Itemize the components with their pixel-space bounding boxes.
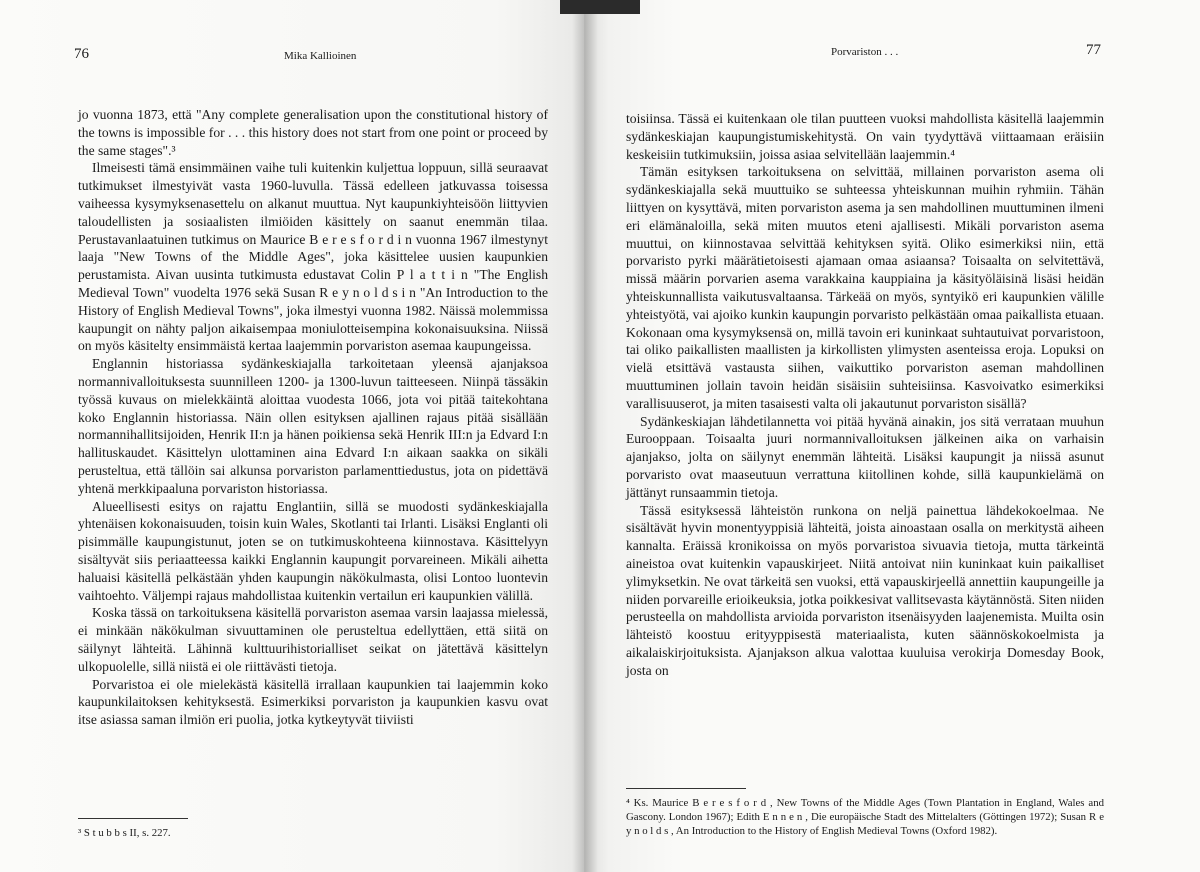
footnote: ⁴ Ks. Maurice B e r e s f o r d , New Towns of the Middle Ages (Town Plantation in England, Wales and Gascony. London 1967); Edith E n n e n , Die europäische Stadt des Mittelalters (Göttingen 1972); Susan R e y n o l d s , An Introduction to the History of English Medieval Towns (Oxford 1982). bbox=[626, 797, 1104, 837]
running-head: Porvariston . . . bbox=[831, 46, 899, 58]
footnote-rule bbox=[78, 818, 188, 819]
paragraph: Sydänkeskiajan lähdetilannetta voi pitää hyvänä ainakin, jos sitä verrataan muuhun Eurooppaan. Toisaalta juuri normannivalloituksen jälkeinen aika on varhaisin ajanjakso, jolta on säilynyt enemmän lähteitä. Lisäksi kaupungit ja niissä asunut porvaristo ovat maaseutuun verrattuna kiitollinen kohde, sillä kaupunkielämä on jättänyt runsaammin tietoja. bbox=[626, 413, 1104, 500]
right-page bbox=[584, 0, 1200, 872]
book-gutter bbox=[572, 0, 598, 872]
body-text bbox=[626, 110, 1104, 680]
paragraph: Porvaristoa ei ole mielekästä käsitellä irrallaan kaupunkien tai laajemmin koko kaupunkilaitoksen kehityksestä. Esimerkiksi porvariston ja kaupunkien kasvu ovat itse asiassa saman ilmiön eri puolia, jotka kytkeytyvät tiiviisti bbox=[78, 676, 548, 728]
paragraph: Englannin historiassa sydänkeskiajalla tarkoitetaan yleensä ajanjaksoa normannivalloituksesta suunnilleen 1200- ja 1300-luvun taitteeseen. Niinpä tässäkin työssä kuvaus on mielekkäintä aloittaa vuodesta 1066, jota voi pitää taitekohtana koko Englannin historiassa. Näin ollen esityksen ajallinen rajaus pitää sisällään normannihallitsijoiden, Henrik II:n ja hänen poikiensa sekä Henrik III:n ja Edvard I:n hallituskaudet. Käsittelyn ulottaminen aina Edvard I:n aikaan saakka on sikäli perusteltua, että tällöin sai alkunsa porvariston parlamenttiedustus, jota on pidettävä yhtenä merkkipaaluna porvariston historiassa. bbox=[78, 356, 548, 496]
paragraph: Alueellisesti esitys on rajattu Englantiin, sillä se muodosti sydänkeskiajalla yhtenäisen kokonaisuuden, toisin kuin Wales, Skotlanti tai Irlanti. Lisäksi Englanti oli pisimmälle kaupungistunut, joten se on tutkimuskohteena kiinnostava. Käsittelyyn sisältyvät siis periaatteessa kaikki Englannin kaupungit porvareineen. Mikäli aihetta haluaisi käsitellä pelkästään yhden kaupungin näkökulmasta, olisi Lontoo luontevin vaihtoehto. Väljempi rajaus mahdollistaa kuitenkin vertailun eri kaupunkien välillä. bbox=[78, 498, 548, 603]
paragraph: Tässä esityksessä lähteistön runkona on neljä painettua lähdekokoelmaa. Ne sisältävät hyvin monentyyppisiä lähteitä, joista ainoastaan osalla on merkitystä aiheen kannalta. Eräissä kronikoissa on myös porvaristoa sivuavia tietoja, mutta tärkeintä aineistoa ovat kuitenkin vapauskirjeet. Niitä antoivat niin kuninkaat kuin paikalliset ylimyksetkin. Ne ovat tärkeitä sen vuoksi, että vapauskirjeellä annettiin kaupungeille ja niiden porvareille erioikeuksia, jotka poikkesivat vallitsevasta käytännöstä. Siten niiden perusteella on mahdollista arvioida porvariston itsenäisyyden laajenemista. Muilta osin lähteistö koostuu erityyppisestä materiaalista, kuten säännöskokoelmista ja aikalaiskirjoituksista. Ajanjakson alkua valottaa kuuluisa verokirja Domesday Book, josta on bbox=[626, 502, 1104, 678]
body-text bbox=[78, 106, 548, 729]
paragraph: jo vuonna 1873, että "Any complete generalisation upon the constitutional history of the towns is impossible for . . . this history does not start from one point or proceed by the same stages".³ bbox=[78, 107, 548, 158]
footnote: ³ S t u b b s II, s. 227. bbox=[78, 827, 171, 839]
paragraph: Ilmeisesti tämä ensimmäinen vaihe tuli kuitenkin kuljettua loppuun, sillä seuraavat tutkimukset ilmestyivät vasta 1960-luvulla. Tässä edelleen jatkuvassa toisessa vaiheessa kysymyksenasettelu on alkanut muuttua. Nyt kaupunkiyhteisöön liittyvien taloudellisten ja sosiaalisten ilmiöiden käsittely on saanut enemmän tilaa. Perustavanlaatuinen tutkimus on Maurice B e r e s f o r d i n vuonna 1967 ilmestynyt laaja "New Towns of the Middle Ages", joka käsittelee uusien kaupunkien perustamista. Aivan uusinta tutkimusta edustavat Colin P l a t t i n "The English Medieval Town" vuodelta 1976 sekä Susan R e y n o l d s i n "An Introduction to the History of English Medieval Towns", joka ilmestyi vuonna 1982. Näissä molemmissa kaupungit on nähty paljon aikaisempaa moniulotteisempina kokonaisuuksina. Niissä on myös käsitelty ensimmäistä kertaa laajemmin porvariston asemaa kaupungeissa. bbox=[78, 160, 548, 354]
left-page bbox=[0, 0, 584, 872]
page-number: 77 bbox=[1086, 42, 1101, 58]
paragraph: Tämän esityksen tarkoituksena on selvittää, millainen porvariston asema oli sydänkeskiajalla sekä muuttuiko se suhteessa yhteiskunnan muihin ryhmiin. Tähän liittyen on kysyttävä, miten porvariston asema ja sen mahdollinen muuttuminen ilmeni eri elämänaloilla, sekä miten muutos eteni ajallisesti. Mikäli porvariston asema muuttui, on kiinnostavaa selvittää kehityksen syitä. Oliko esimerkiksi niin, että porvaristo pyrki määrätietoisesti ajamaan omaa asiaansa? Toisaalta on selvitettävä, missä määrin porvarien asema varakkaina kauppiaina ja käsityöläisinä lisäsi heidän yhteiskunnallista vaikutusvaltaansa. Tärkeää on myös, syntyikö eri kaupunkien välille yhteistyötä, vai ajoiko kunkin kaupungin porvaristo pelkästään omaa paikallista etuaan. Kokonaan oma kysymyksensä on, millä tavoin eri kuninkaat suhtautuivat porvaristoon, tai oliko paikallisten maallisten ja kirkollisten ylimysten asenteissa eroja. Lopuksi on vielä etsittävä vastausta siihen, vaikuttiko porvariston aseman mahdollinen muuttuminen jollain tavoin heidän sisäisiin suhteisiinsa. Kasvoivatko esimerkiksi varallisuuserot, ja miten tasaisesti valta oli jakautunut porvariston sisällä? bbox=[626, 164, 1104, 411]
footnote-rule bbox=[626, 788, 746, 789]
page-number: 76 bbox=[74, 46, 89, 62]
paragraph: Koska tässä on tarkoituksena käsitellä porvariston asemaa varsin laajassa mielessä, ei minkään näkökulman sivuuttaminen ole perusteltua edellyttäen, että siitä on säilynyt lähteitä. Lähinnä kulttuurihistorialliset seikat on jätettävä käsittelyn ulkopuolelle, sillä niistä ei ole riittävästi tietoja. bbox=[78, 605, 548, 674]
paragraph: toisiinsa. Tässä ei kuitenkaan ole tilan puutteen vuoksi mahdollista käsitellä laajemmin sydänkeskiajan kaupungistumiskehitystä. On vain tyydyttävä viittaamaan eräisiin keskeisiin tutkimuksiin, joissa asiaa selvitellään laajemmin.⁴ bbox=[626, 111, 1104, 162]
spine-shadow bbox=[560, 0, 640, 14]
running-head: Mika Kallioinen bbox=[284, 50, 357, 62]
